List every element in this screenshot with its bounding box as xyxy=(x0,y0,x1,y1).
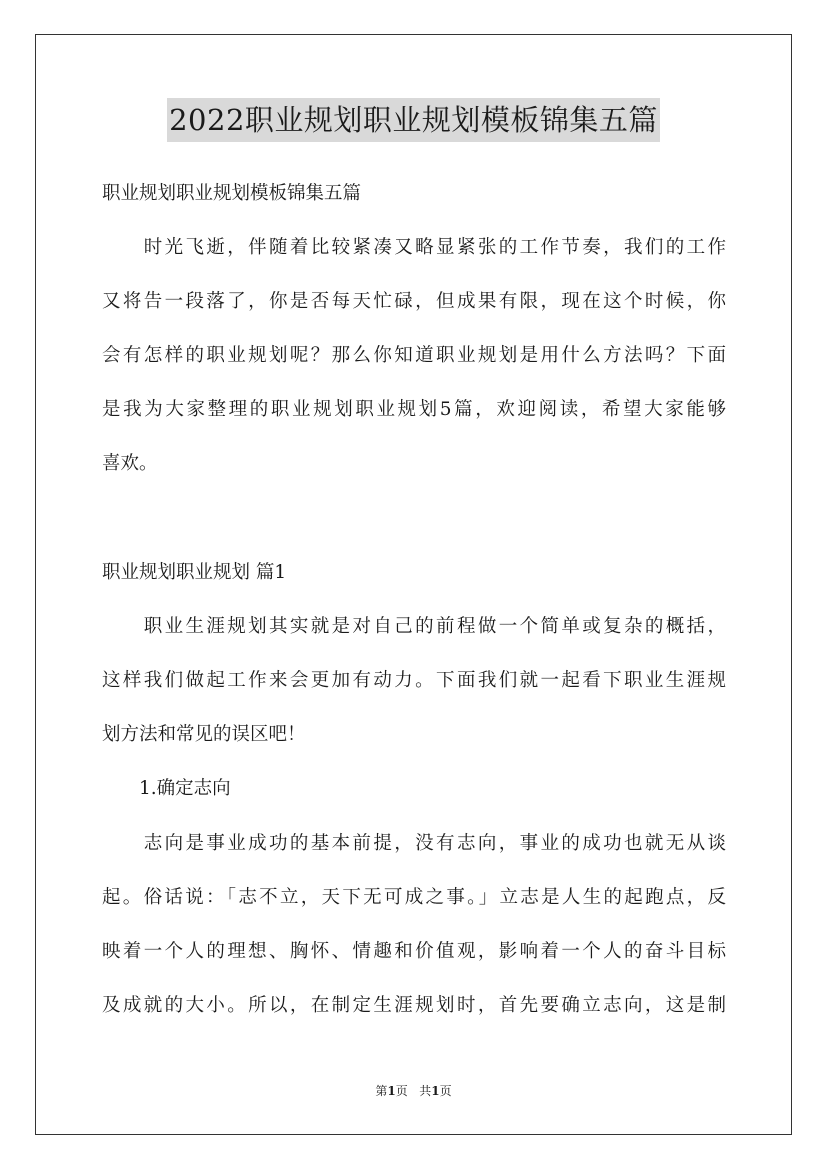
paragraph-line: 时光飞逝，伴随着比较紧凑又略显紧张的工作节奏，我们的工作 xyxy=(102,237,726,258)
page-footer xyxy=(0,1081,827,1101)
total-label-prefix: 共 xyxy=(419,1084,432,1098)
paragraph-line: 起。俗话说：「志不立，天下无可成之事。」立志是人生的起跑点，反 xyxy=(102,887,726,908)
paragraph-line: 职业生涯规划其实就是对自己的前程做一个简单或复杂的概括， xyxy=(102,616,726,637)
paragraph-line: 喜欢。 xyxy=(102,453,158,474)
total-pages: 1 xyxy=(431,1084,440,1098)
paragraph-line: 及成就的大小。所以，在制定生涯规划时，首先要确立志向，这是制 xyxy=(102,995,726,1016)
paragraph-line: 志向是事业成功的基本前提，没有志向，事业的成功也就无从谈 xyxy=(102,833,726,854)
page-number: 1 xyxy=(387,1084,396,1098)
page-label-suffix: 页 xyxy=(395,1084,408,1098)
document-title: 2022职业规划职业规划模板锦集五篇 xyxy=(167,98,660,142)
total-label-suffix: 页 xyxy=(439,1084,452,1098)
paragraph-line: 划方法和常见的误区吧！ xyxy=(102,724,306,745)
paragraph-line: 映着一个人的理想、胸怀、情趣和价值观，影响着一个人的奋斗目标 xyxy=(102,941,726,962)
page-label-prefix: 第 xyxy=(375,1084,388,1098)
paragraph-line: 又将告一段落了，你是否每天忙碌，但成果有限，现在这个时候，你 xyxy=(102,291,726,312)
paragraph-line: 会有怎样的职业规划呢？那么你知道职业规划是用什么方法吗？下面 xyxy=(102,345,726,366)
subsection-heading: 1.确定志向 xyxy=(102,778,231,799)
subtitle-line: 职业规划职业规划模板锦集五篇 xyxy=(102,183,362,204)
title-container xyxy=(0,98,827,142)
section-heading: 职业规划职业规划 篇1 xyxy=(102,562,287,583)
paragraph-line: 是我为大家整理的职业规划职业规划5篇，欢迎阅读，希望大家能够 xyxy=(102,399,726,420)
paragraph-line: 这样我们做起工作来会更加有动力。下面我们就一起看下职业生涯规 xyxy=(102,670,726,691)
